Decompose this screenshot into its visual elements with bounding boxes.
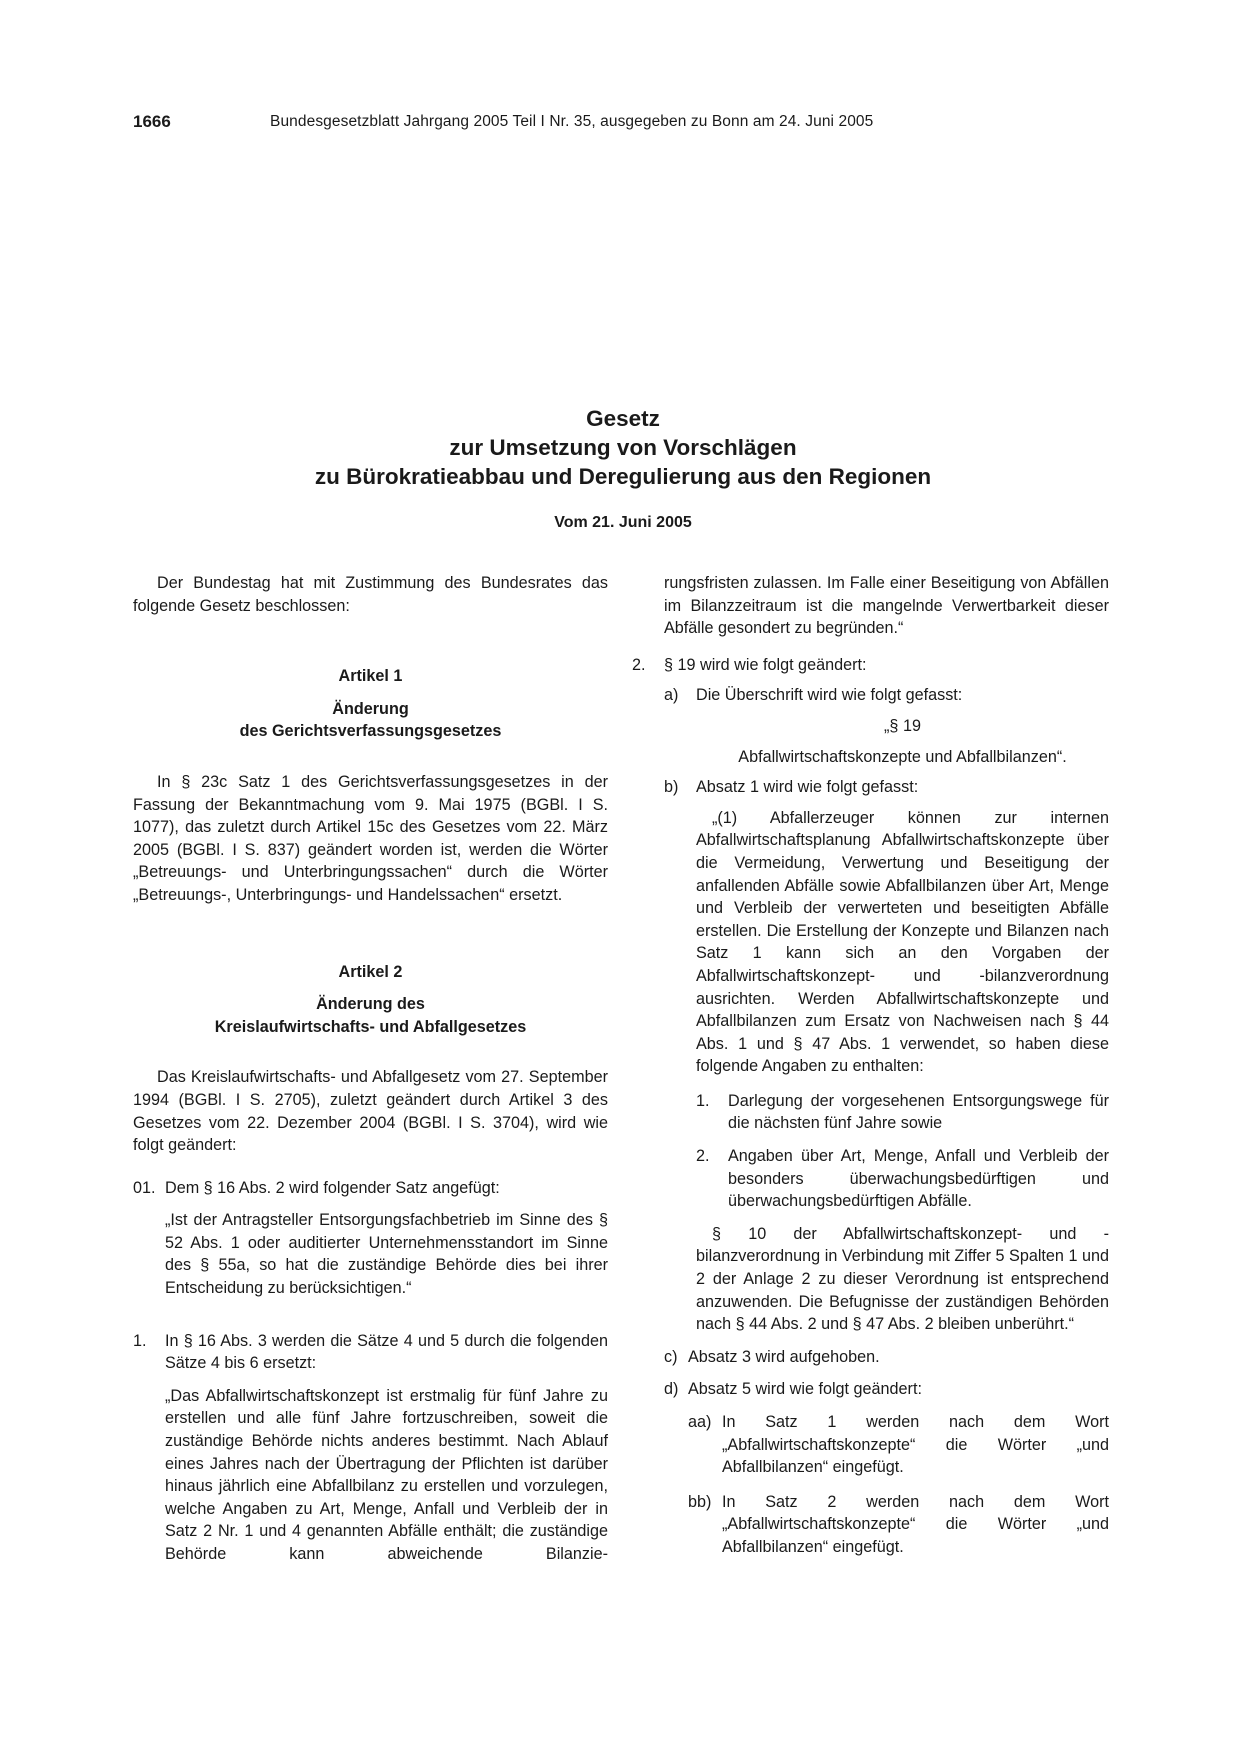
item-text: § 19 wird wie folgt geändert: (664, 655, 867, 674)
sub-item-number: b) (664, 778, 679, 797)
sub-sub-item-bb (688, 1491, 1109, 1559)
title-line-2: zur Umsetzung von Vorschlägen (449, 435, 797, 460)
title-line-3: zu Bürokratieabbau und Deregulierung aus den Regionen (314, 464, 932, 489)
sub-sub-item-aa (688, 1411, 1109, 1479)
title-line-1: Gesetz (586, 406, 660, 431)
quote-list-item-2 (696, 1145, 1109, 1213)
artikel-1-title-line-2: des Gerichtsverfassungsgesetzes (239, 722, 502, 741)
item-number: 01. (133, 1178, 156, 1197)
left-column (133, 572, 608, 1566)
list-text: Darlegung der vorgesehenen Entsorgungswege für die nächsten fünf Jahre sowie (728, 1091, 1109, 1133)
item-number: 1. (133, 1331, 147, 1350)
item-quote: „Ist der Antragsteller Entsorgungsfachbetrieb im Sinne des § 52 Abs. 1 oder auditierter Unternehmensstandort im Sinne des § 55a, so hat die zuständige Behörde dies bei ihrer Entscheidung zu berücksichtigen.“ (165, 1211, 608, 1298)
item-text: Dem § 16 Abs. 2 wird folgender Satz angefügt: (165, 1178, 500, 1197)
item-quote-part-2: rungsfristen zulassen. Im Falle einer Beseitigung von Abfällen im Bilanzzeitraum ist die mangelnde Verwertbarkeit dieser Abfälle gesondert zu begründen.“ (664, 574, 1109, 638)
artikel-2-number: Artikel 2 (338, 962, 403, 981)
intro-paragraph: Der Bundestag hat mit Zustimmung des Bundesrates das folgende Gesetz beschlossen: (133, 574, 608, 615)
quoted-paragraph-sign: „§ 19 (884, 716, 921, 735)
sub-item-quote: „(1) Abfallerzeuger können zur internen Abfallwirtschaftsplanung Abfallwirtschaftskonzepte über die Vermeidung, Verwertung und Beseitigung der anfallenden Abfälle sowie Abfallbilanzen über Art, Menge und Verbleib der verwerteten und beseitigten Abfälle erstellen. Die Erstellung der Konzepte und Bilanzen nach Satz 1 kann sich an den Vorgaben der Abfallwirtschaftskonzept- und -bilanzverordnung ausrichten. Werden Abfallwirtschaftskonzepte und Abfallbilanzen zum Ersatz von Nachweisen nach § 44 Abs. 1 und § 47 Abs. 1 verwendet, so haben diese folgende Angaben zu enthalten: (696, 808, 1109, 1076)
sub-sub-item-text: In Satz 1 werden nach dem Wort „Abfallwirtschaftskonzepte“ die Wörter „und Abfallbilanzen“ eingefügt. (722, 1413, 1109, 1477)
sub-item-number: a) (664, 686, 679, 705)
sub-item-text: Die Überschrift wird wie folgt gefasst: (696, 686, 963, 705)
artikel-1-title-line-1: Änderung (332, 699, 409, 718)
law-date: Vom 21. Juni 2005 (554, 514, 692, 531)
item-number: 2. (632, 655, 646, 674)
sub-item-text: Absatz 3 wird aufgehoben. (688, 1347, 880, 1366)
artikel-1-body: In § 23c Satz 1 des Gerichtsverfassungsgesetzes in der Fassung der Bekanntmachung vom 9. Mai 1975 (BGBl. I S. 1077), das zuletzt durch Artikel 15c des Gesetzes vom 22. März 2005 (BGBl. I S. 837) geändert worden ist, werden die Wörter „Betreuungs- und Unterbringungssachen“ durch die Wörter „Betreuungs-, Unterbringungs- und Handelssachen“ ersetzt. (133, 772, 608, 904)
right-column (632, 572, 1109, 1559)
list-text: Angaben über Art, Menge, Anfall und Verbleib der besonders überwachungsbedürftigen und überwachungsbedürftigen Abfälle. (728, 1147, 1109, 1211)
publication-header: Bundesgesetzblatt Jahrgang 2005 Teil I Nr. 35, ausgegeben zu Bonn am 24. Juni 2005 (270, 113, 874, 130)
list-item-1 (133, 1330, 608, 1566)
list-item-01 (133, 1177, 608, 1300)
item-text: In § 16 Abs. 3 werden die Sätze 4 und 5 durch die folgenden Sätze 4 bis 6 ersetzt: (165, 1331, 608, 1373)
sub-item-number: c) (664, 1347, 678, 1366)
sub-item-b (664, 776, 1109, 1336)
quote-closing: § 10 der Abfallwirtschaftskonzept- und -bilanzverordnung in Verbindung mit Ziffer 5 Spalten 1 und 2 der Anlage 2 zu dieser Verordnung ist entsprechend anzuwenden. Die Befugnisse der zuständigen Behörden nach § 44 Abs. 2 und § 47 Abs. 2 bleiben unberührt.“ (696, 1224, 1109, 1334)
quote-list-item-1 (696, 1090, 1109, 1135)
sub-sub-item-text: In Satz 2 werden nach dem Wort „Abfallwirtschaftskonzepte“ die Wörter „und Abfallbilanzen“ eingefügt. (722, 1492, 1109, 1556)
sub-item-text: Absatz 5 wird wie folgt geändert: (688, 1380, 922, 1399)
sub-item-c (664, 1346, 1109, 1369)
item-quote-part-1: „Das Abfallwirtschaftskonzept ist erstmalig für fünf Jahre zu erstellen und alle fünf Jahre fortzuschreiben, soweit die zuständige Behörde nichts anderes bestimmt. Nach Ablauf eines Jahres nach der Übertragung der Pflichten ist darüber hinaus jährlich eine Abfallbilanz zu erstellen und vorzulegen, welche Angaben zu Art, Menge, Anfall und Verbleib der in Satz 2 Nr. 1 und 4 genannten Abfälle enthält; die zuständige Behörde kann abweichende Bilanzie- (165, 1386, 608, 1563)
sub-item-number: d) (664, 1380, 679, 1399)
list-number: 2. (696, 1147, 710, 1166)
sub-sub-item-number: aa) (688, 1413, 712, 1431)
sub-item-text: Absatz 1 wird wie folgt gefasst: (696, 778, 919, 797)
artikel-2-body: Das Kreislaufwirtschafts- und Abfallgesetz vom 27. September 1994 (BGBl. I S. 2705), zuletzt geändert durch Artikel 3 des Gesetzes vom 22. Dezember 2004 (BGBl. I S. 3704), wird wie folgt geändert: (133, 1068, 608, 1155)
law-title (133, 404, 1113, 491)
sub-sub-item-number: bb) (688, 1492, 712, 1511)
list-number: 1. (696, 1091, 710, 1110)
artikel-2-title-line-2: Kreislaufwirtschafts- und Abfallgesetzes (214, 1017, 527, 1036)
quoted-heading: Abfallwirtschaftskonzepte und Abfallbilanzen“. (738, 747, 1067, 766)
sub-item-a (664, 684, 1109, 768)
list-item-2 (632, 654, 1109, 1559)
page-header (133, 112, 1113, 138)
artikel-1-number: Artikel 1 (338, 667, 403, 686)
sub-item-d (664, 1378, 1109, 1558)
page-number: 1666 (133, 112, 171, 131)
artikel-2-title-line-1: Änderung des (316, 995, 425, 1014)
